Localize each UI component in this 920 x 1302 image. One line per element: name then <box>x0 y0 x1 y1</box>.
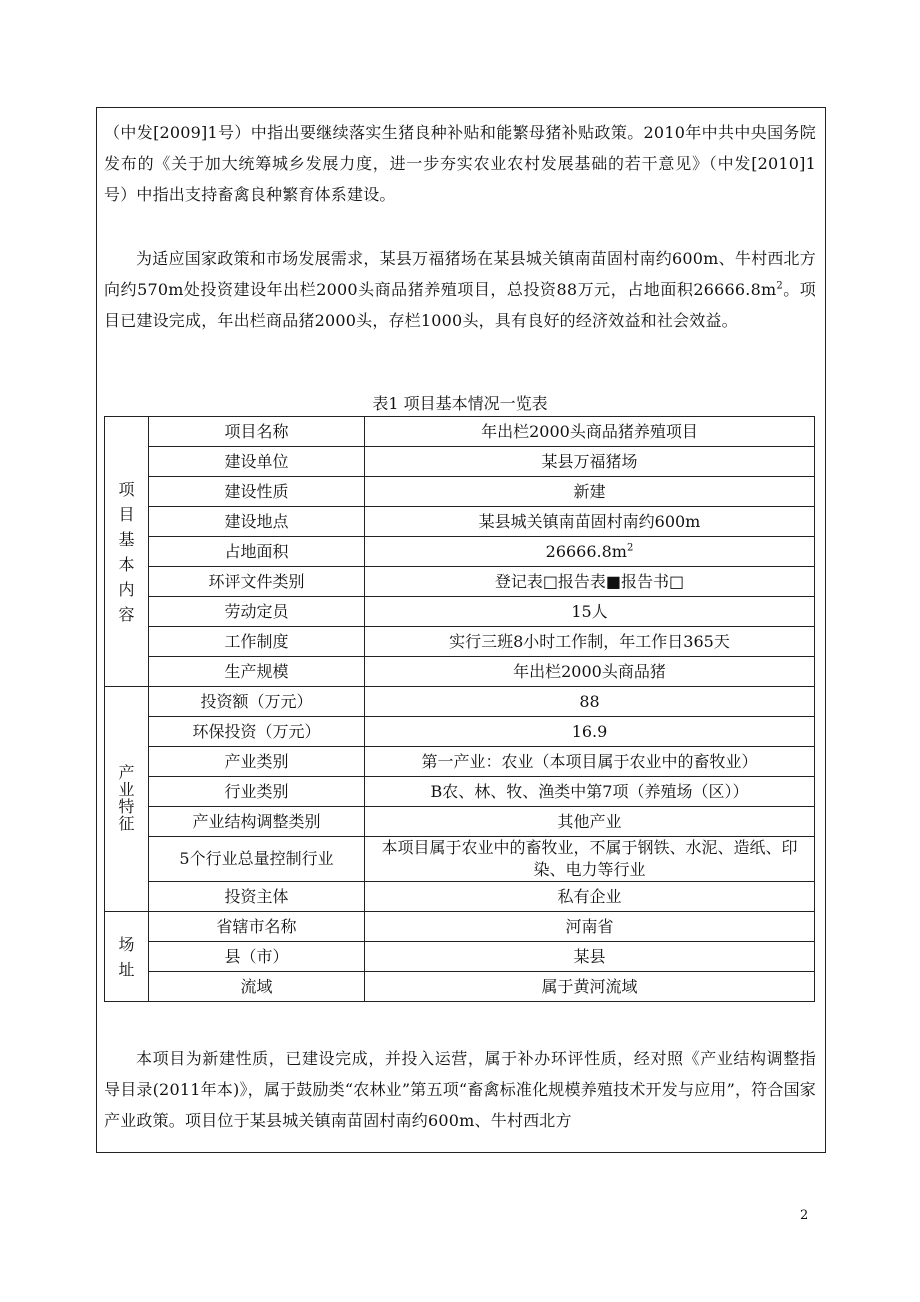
row-label: 县（市） <box>149 942 365 972</box>
row-value: B农、林、牧、渔类中第7项（养殖场（区）） <box>365 777 815 807</box>
paragraph-policy-compliance: 本项目为新建性质，已建设完成，并投入运营，属于补办环评性质，经对照《产业结构调整指导目录(2011年本)》，属于鼓励类“农林业”第五项“畜禽标准化规模养殖技术开发与应用”，符合国家产业政策。项目位于某县城关镇南苗固村南约600m、牛村西北方 <box>104 1049 816 1130</box>
row-label: 5个行业总量控制行业 <box>149 837 365 882</box>
row-label: 建设性质 <box>149 477 365 507</box>
row-label: 投资额（万元） <box>149 687 365 717</box>
table-row <box>105 537 815 567</box>
row-value: 年出栏2000头商品猪养殖项目 <box>365 417 815 447</box>
table-row <box>105 912 815 942</box>
row-label: 投资主体 <box>149 882 365 912</box>
row-value: 新建 <box>365 477 815 507</box>
row-label: 工作制度 <box>149 627 365 657</box>
row-value: 实行三班8小时工作制，年工作日365天 <box>365 627 815 657</box>
table-row <box>105 627 815 657</box>
area-value: 26666.8m <box>545 541 627 561</box>
row-label: 建设地点 <box>149 507 365 537</box>
row-label: 环保投资（万元） <box>149 717 365 747</box>
table-row <box>105 717 815 747</box>
row-label: 省辖市名称 <box>149 912 365 942</box>
table-row <box>105 837 815 882</box>
row-value: 某县城关镇南苗固村南约600m <box>365 507 815 537</box>
superscript-2: 2 <box>776 280 783 292</box>
row-value: 16.9 <box>365 717 815 747</box>
table-row <box>105 747 815 777</box>
row-value: 私有企业 <box>365 882 815 912</box>
row-value: 其他产业 <box>365 807 815 837</box>
table-row <box>105 972 815 1002</box>
group-basic <box>105 417 149 687</box>
table-row <box>105 657 815 687</box>
row-label: 建设单位 <box>149 447 365 477</box>
row-label: 项目名称 <box>149 417 365 447</box>
table-row <box>105 477 815 507</box>
row-label: 环评文件类别 <box>149 567 365 597</box>
row-label: 流域 <box>149 972 365 1002</box>
table-row <box>105 687 815 717</box>
table-row <box>105 507 815 537</box>
row-label: 产业结构调整类别 <box>149 807 365 837</box>
group-label-industry: 产业特征 <box>118 762 135 833</box>
row-value: 某县万福猪场 <box>365 447 815 477</box>
row-value: 河南省 <box>365 912 815 942</box>
project-info-table <box>104 416 815 1002</box>
table-row <box>105 942 815 972</box>
group-industry <box>105 687 149 912</box>
table-row <box>105 567 815 597</box>
group-label-site: 场址 <box>118 934 135 979</box>
area-superscript: 2 <box>626 542 634 554</box>
paragraph-project-intro-rest: 。项目已建设完成，年出栏商品猪2000头，存栏1000头，具有良好的经济效益和社会效益。 <box>104 280 816 330</box>
row-label: 生产规模 <box>149 657 365 687</box>
table-row <box>105 807 815 837</box>
paragraph-project-intro-main: 为适应国家政策和市场发展需求，某县万福猪场在某县城关镇南苗固村南约600m、牛村西北方向约570m处投资建设年出栏2000头商品猪养殖项目，总投资88万元，占地面积26666.8m <box>104 249 816 299</box>
paragraph-project-intro <box>104 243 816 336</box>
row-label: 占地面积 <box>149 537 365 567</box>
page-number: 2 <box>800 1208 809 1223</box>
table-row <box>105 882 815 912</box>
row-value: 88 <box>365 687 815 717</box>
row-label: 劳动定员 <box>149 597 365 627</box>
paragraph-policy: （中发[2009]1号）中指出要继续落实生猪良种补贴和能繁母猪补贴政策。2010年中共中央国务院发布的《关于加大统筹城乡发展力度，进一步夯实农业农村发展基础的若干意见》（中发[2010]1号）中指出支持畜禽良种繁育体系建设。 <box>104 123 816 204</box>
row-value: 属于黄河流域 <box>365 972 815 1002</box>
row-value: 年出栏2000头商品猪 <box>365 657 815 687</box>
row-value: 第一产业：农业（本项目属于农业中的畜牧业） <box>365 747 815 777</box>
row-label: 产业类别 <box>149 747 365 777</box>
row-label: 行业类别 <box>149 777 365 807</box>
table-row <box>105 447 815 477</box>
group-label-basic: 项目基本内容 <box>118 479 135 624</box>
table-row <box>105 417 815 447</box>
row-value: 某县 <box>365 942 815 972</box>
row-value <box>365 537 815 567</box>
table-caption: 表1 项目基本情况一览表 <box>372 394 548 413</box>
group-site <box>105 912 149 1002</box>
table-row <box>105 777 815 807</box>
row-value: 登记表□报告表■报告书□ <box>365 567 815 597</box>
row-value: 15人 <box>365 597 815 627</box>
row-value: 本项目属于农业中的畜牧业，不属于钢铁、水泥、造纸、印染、电力等行业 <box>365 837 815 882</box>
table-row <box>105 597 815 627</box>
